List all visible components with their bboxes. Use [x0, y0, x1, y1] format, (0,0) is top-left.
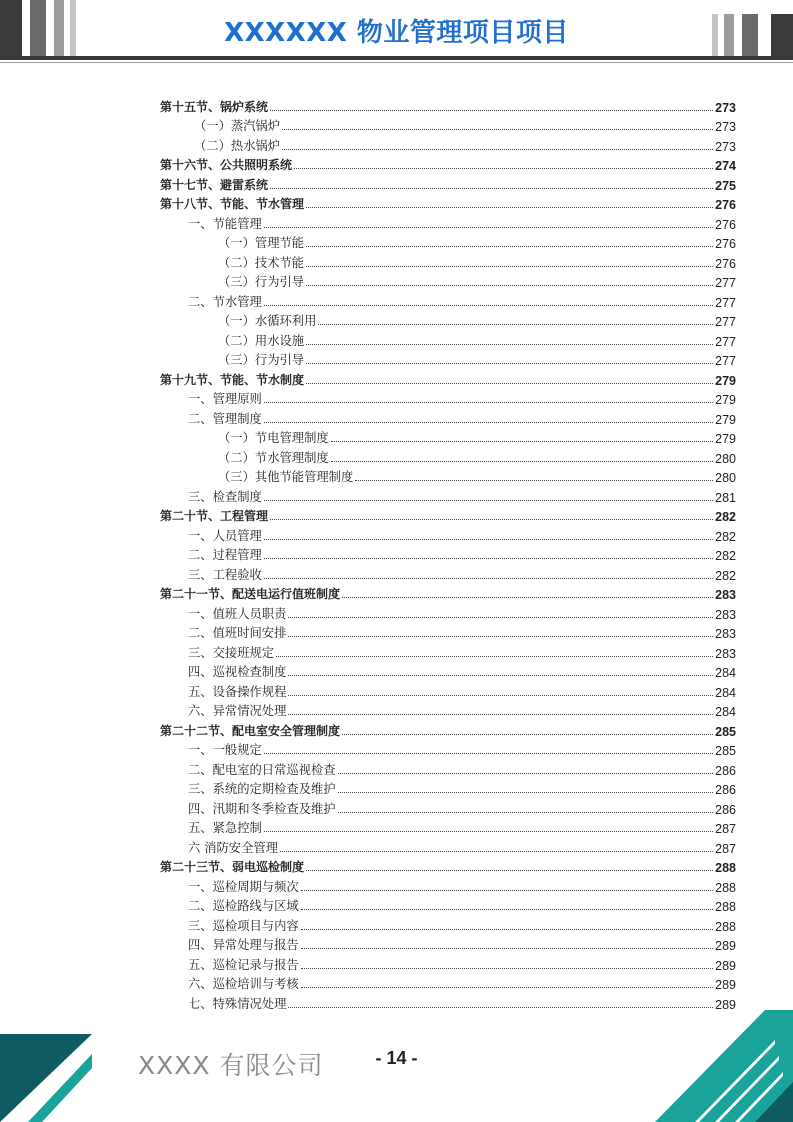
toc-entry[interactable] — [160, 232, 736, 252]
toc-entry-page: 285 — [715, 724, 736, 739]
toc-dot-leader — [282, 149, 713, 150]
toc-entry-label: 第十七节、避雷系统 — [160, 177, 269, 192]
toc-dot-leader — [306, 363, 713, 364]
toc-dot-leader — [318, 324, 713, 325]
toc-entry-page: 289 — [715, 958, 736, 973]
toc-entry-page: 273 — [715, 100, 736, 115]
toc-dot-leader — [264, 539, 713, 540]
toc-entry[interactable] — [160, 290, 736, 310]
toc-dot-leader — [276, 656, 713, 657]
toc-entry-page: 282 — [715, 549, 736, 563]
toc-dot-leader — [270, 519, 713, 520]
toc-entry-label: 六、异常情况处理 — [188, 704, 287, 718]
toc-entry-label: 二、管理制度 — [188, 411, 262, 426]
toc-entry[interactable] — [160, 251, 736, 271]
toc-dot-leader — [355, 480, 713, 481]
toc-entry-page: 277 — [715, 315, 736, 329]
toc-entry[interactable] — [160, 427, 736, 447]
toc-entry-label: 四、汛期和冬季检查及维护 — [188, 801, 336, 816]
toc-entry-page: 282 — [715, 568, 736, 583]
toc-entry[interactable] — [160, 778, 736, 798]
footer-company: XXXX 有限公司 — [138, 1051, 324, 1080]
toc-entry-label: 四、异常处理与报告 — [188, 938, 299, 952]
toc-section-entry[interactable] — [160, 719, 736, 739]
toc-entry-page: 288 — [715, 880, 736, 895]
toc-entry-page: 276 — [715, 217, 736, 232]
toc-dot-leader — [270, 110, 713, 111]
toc-entry[interactable] — [160, 875, 736, 895]
toc-entry-page: 285 — [715, 744, 736, 758]
toc-dot-leader — [338, 812, 714, 813]
toc-entry[interactable] — [160, 934, 736, 954]
toc-entry[interactable] — [160, 622, 736, 642]
toc-entry-label: （二）热水锅炉 — [194, 138, 281, 153]
toc-entry[interactable] — [160, 524, 736, 544]
toc-dot-leader — [301, 909, 713, 910]
toc-dot-leader — [288, 636, 713, 637]
toc-entry[interactable] — [160, 563, 736, 583]
toc-entry[interactable] — [160, 895, 736, 915]
toc-entry-label: 三、工程验收 — [188, 567, 262, 582]
toc-dot-leader — [306, 285, 713, 286]
toc-entry-label: 第二十节、工程管理 — [160, 509, 269, 523]
toc-entry-page: 289 — [715, 978, 736, 992]
toc-entry[interactable] — [160, 758, 736, 778]
toc-entry-page: 279 — [715, 373, 736, 388]
toc-dot-leader — [342, 734, 713, 735]
toc-entry-label: （一）节电管理制度 — [218, 431, 329, 445]
toc-entry-label: 第十八节、节能、节水管理 — [160, 197, 305, 211]
toc-entry-page: 284 — [715, 685, 736, 700]
footer-page-number: - 14 - — [375, 1048, 418, 1068]
toc-dot-leader — [301, 948, 713, 949]
toc-entry[interactable] — [160, 817, 736, 837]
toc-entry[interactable] — [160, 953, 736, 973]
toc-entry-page: 286 — [715, 783, 736, 797]
toc-entry-label: （三）行为引导 — [218, 353, 305, 367]
toc-entry-page: 287 — [715, 841, 736, 856]
toc-entry-label: （三）行为引导 — [218, 275, 305, 289]
toc-dot-leader — [306, 870, 713, 871]
toc-entry-label: 五、设备操作规程 — [188, 684, 287, 699]
toc-entry[interactable] — [160, 212, 736, 232]
toc-entry-label: 第二十三节、弱电巡检制度 — [160, 860, 305, 874]
toc-entry-label: （三）其他节能管理制度 — [218, 470, 354, 484]
toc-dot-leader — [306, 383, 713, 384]
toc-entry-label: 一、值班人员职责 — [188, 606, 287, 621]
toc-dot-leader — [301, 929, 713, 930]
toc-dot-leader — [288, 675, 713, 676]
toc-entry[interactable] — [160, 797, 736, 817]
toc-entry[interactable] — [160, 466, 736, 486]
toc-entry-label: 二、巡检路线与区域 — [188, 899, 299, 913]
toc-entry-page: 280 — [715, 471, 736, 485]
toc-dot-leader — [264, 402, 713, 403]
toc-entry[interactable] — [160, 641, 736, 661]
toc-dot-leader — [264, 305, 713, 306]
toc-entry[interactable] — [160, 485, 736, 505]
toc-entry[interactable] — [160, 602, 736, 622]
toc-dot-leader — [306, 246, 713, 247]
toc-section-entry[interactable] — [160, 856, 736, 876]
toc-entry-label: （二）技术节能 — [218, 255, 305, 270]
toc-entry-page: 279 — [715, 432, 736, 446]
toc-entry[interactable] — [160, 914, 736, 934]
toc-section-entry[interactable] — [160, 368, 736, 388]
toc-entry-label: 第十九节、节能、节水制度 — [160, 372, 305, 387]
toc-entry-page: 279 — [715, 393, 736, 407]
toc-entry-page: 288 — [715, 919, 736, 934]
toc-dot-leader — [288, 714, 713, 715]
toc-dot-leader — [306, 344, 713, 345]
toc-entry[interactable] — [160, 349, 736, 369]
toc-section-entry[interactable] — [160, 505, 736, 525]
header-rule — [0, 56, 793, 60]
toc-entry-page: 273 — [715, 139, 736, 154]
toc-dot-leader — [338, 792, 714, 793]
toc-entry[interactable] — [160, 329, 736, 349]
toc-entry-page: 284 — [715, 666, 736, 680]
toc-entry-label: 第十六节、公共照明系统 — [160, 158, 293, 172]
toc-entry-page: 277 — [715, 295, 736, 310]
toc-entry-page: 273 — [715, 120, 736, 134]
toc-entry-label: 第十五节、锅炉系统 — [160, 99, 269, 114]
toc-entry-page: 277 — [715, 354, 736, 368]
toc-entry-label: 第二十二节、配电室安全管理制度 — [160, 723, 341, 738]
toc-entry-label: 二、配电室的日常巡视检查 — [188, 762, 336, 777]
toc-dot-leader — [264, 500, 713, 501]
toc-entry-page: 276 — [715, 256, 736, 271]
toc-entry-label: （二）节水管理制度 — [218, 450, 329, 465]
toc-entry-label: （一）水循环利用 — [218, 314, 317, 328]
toc-entry-page: 276 — [715, 198, 736, 212]
toc-entry-label: （一）管理节能 — [218, 236, 305, 250]
toc-dot-leader — [288, 1007, 713, 1008]
toc-entry-page: 286 — [715, 763, 736, 778]
toc-entry[interactable] — [160, 134, 736, 154]
toc-entry[interactable] — [160, 836, 736, 856]
toc-entry-label: 二、过程管理 — [188, 548, 262, 562]
toc-entry-label: 三、系统的定期检查及维护 — [188, 782, 336, 796]
toc-entry-label: 四、巡视检查制度 — [188, 665, 287, 679]
toc-section-entry[interactable] — [160, 95, 736, 115]
toc-entry-page: 284 — [715, 705, 736, 719]
toc-entry-page: 283 — [715, 646, 736, 661]
toc-entry-page: 282 — [715, 510, 736, 524]
toc-entry-label: 六 消防安全管理 — [188, 840, 278, 855]
toc-entry[interactable] — [160, 544, 736, 564]
toc-entry-label: 七、特殊情况处理 — [188, 996, 287, 1011]
toc-entry[interactable] — [160, 739, 736, 759]
toc-dot-leader — [301, 987, 713, 988]
toc-entry-page: 283 — [715, 607, 736, 622]
toc-section-entry[interactable] — [160, 173, 736, 193]
toc-dot-leader — [331, 461, 713, 462]
toc-entry-page: 283 — [715, 588, 736, 602]
toc-entry[interactable] — [160, 446, 736, 466]
toc-entry-label: 一、管理原则 — [188, 392, 262, 406]
toc-entry-label: 第二十一节、配送电运行值班制度 — [160, 587, 341, 601]
toc-entry-label: 一、人员管理 — [188, 528, 262, 543]
toc-entry-page: 275 — [715, 178, 736, 193]
toc-entry-label: 五、紧急控制 — [188, 821, 262, 835]
toc-entry-label: 一、巡检周期与频次 — [188, 879, 299, 894]
toc-entry-page: 279 — [715, 412, 736, 427]
toc-section-entry[interactable] — [160, 193, 736, 213]
toc-entry-page: 280 — [715, 451, 736, 466]
header-title: XXXXXX 物业管理项目项目 — [224, 18, 569, 48]
table-of-contents — [160, 95, 736, 1012]
toc-entry-page: 287 — [715, 822, 736, 836]
toc-entry-page: 282 — [715, 529, 736, 544]
toc-entry[interactable] — [160, 700, 736, 720]
toc-dot-leader — [264, 422, 713, 423]
toc-dot-leader — [294, 168, 713, 169]
toc-dot-leader — [264, 558, 713, 559]
toc-entry-label: （一）蒸汽锅炉 — [194, 119, 281, 133]
toc-dot-leader — [264, 227, 713, 228]
toc-entry[interactable] — [160, 973, 736, 993]
toc-dot-leader — [342, 597, 713, 598]
toc-entry-label: 一、节能管理 — [188, 216, 262, 231]
toc-section-entry[interactable] — [160, 583, 736, 603]
toc-dot-leader — [306, 266, 713, 267]
toc-entry-page: 283 — [715, 627, 736, 641]
toc-entry-page: 276 — [715, 237, 736, 251]
toc-entry[interactable] — [160, 661, 736, 681]
toc-entry-label: 二、节水管理 — [188, 294, 262, 309]
toc-dot-leader — [338, 773, 714, 774]
toc-dot-leader — [264, 831, 713, 832]
toc-dot-leader — [264, 578, 713, 579]
toc-entry-page: 277 — [715, 334, 736, 349]
toc-entry-page: 288 — [715, 861, 736, 875]
toc-dot-leader — [264, 753, 713, 754]
toc-entry[interactable] — [160, 271, 736, 291]
toc-dot-leader — [282, 129, 713, 130]
toc-dot-leader — [306, 207, 713, 208]
toc-dot-leader — [301, 968, 713, 969]
toc-entry[interactable] — [160, 115, 736, 135]
toc-entry-label: 三、检查制度 — [188, 489, 262, 504]
toc-entry-label: 五、巡检记录与报告 — [188, 957, 299, 972]
toc-entry-page: 281 — [715, 490, 736, 505]
toc-entry-label: 二、值班时间安排 — [188, 626, 287, 640]
toc-section-entry[interactable] — [160, 154, 736, 174]
toc-entry-page: 286 — [715, 802, 736, 817]
toc-entry-page: 289 — [715, 939, 736, 953]
toc-entry-label: 六、巡检培训与考核 — [188, 977, 299, 991]
toc-entry-label: 三、交接班规定 — [188, 645, 275, 660]
toc-entry-page: 274 — [715, 159, 736, 173]
header-rule-thin — [0, 62, 793, 63]
toc-entry-page: 288 — [715, 900, 736, 914]
toc-entry-page: 289 — [715, 997, 736, 1012]
toc-dot-leader — [301, 890, 713, 891]
toc-dot-leader — [270, 188, 713, 189]
toc-entry-page: 277 — [715, 276, 736, 290]
toc-entry[interactable] — [160, 992, 736, 1012]
toc-dot-leader — [280, 851, 713, 852]
toc-entry[interactable] — [160, 388, 736, 408]
toc-entry[interactable] — [160, 407, 736, 427]
toc-dot-leader — [331, 441, 713, 442]
footer-left-decoration — [0, 1028, 95, 1122]
toc-dot-leader — [288, 617, 713, 618]
toc-entry[interactable] — [160, 680, 736, 700]
toc-entry-label: 三、巡检项目与内容 — [188, 918, 299, 933]
toc-dot-leader — [288, 695, 713, 696]
toc-entry-label: （二）用水设施 — [218, 333, 305, 348]
toc-entry-label: 一、一般规定 — [188, 743, 262, 757]
toc-entry[interactable] — [160, 310, 736, 330]
